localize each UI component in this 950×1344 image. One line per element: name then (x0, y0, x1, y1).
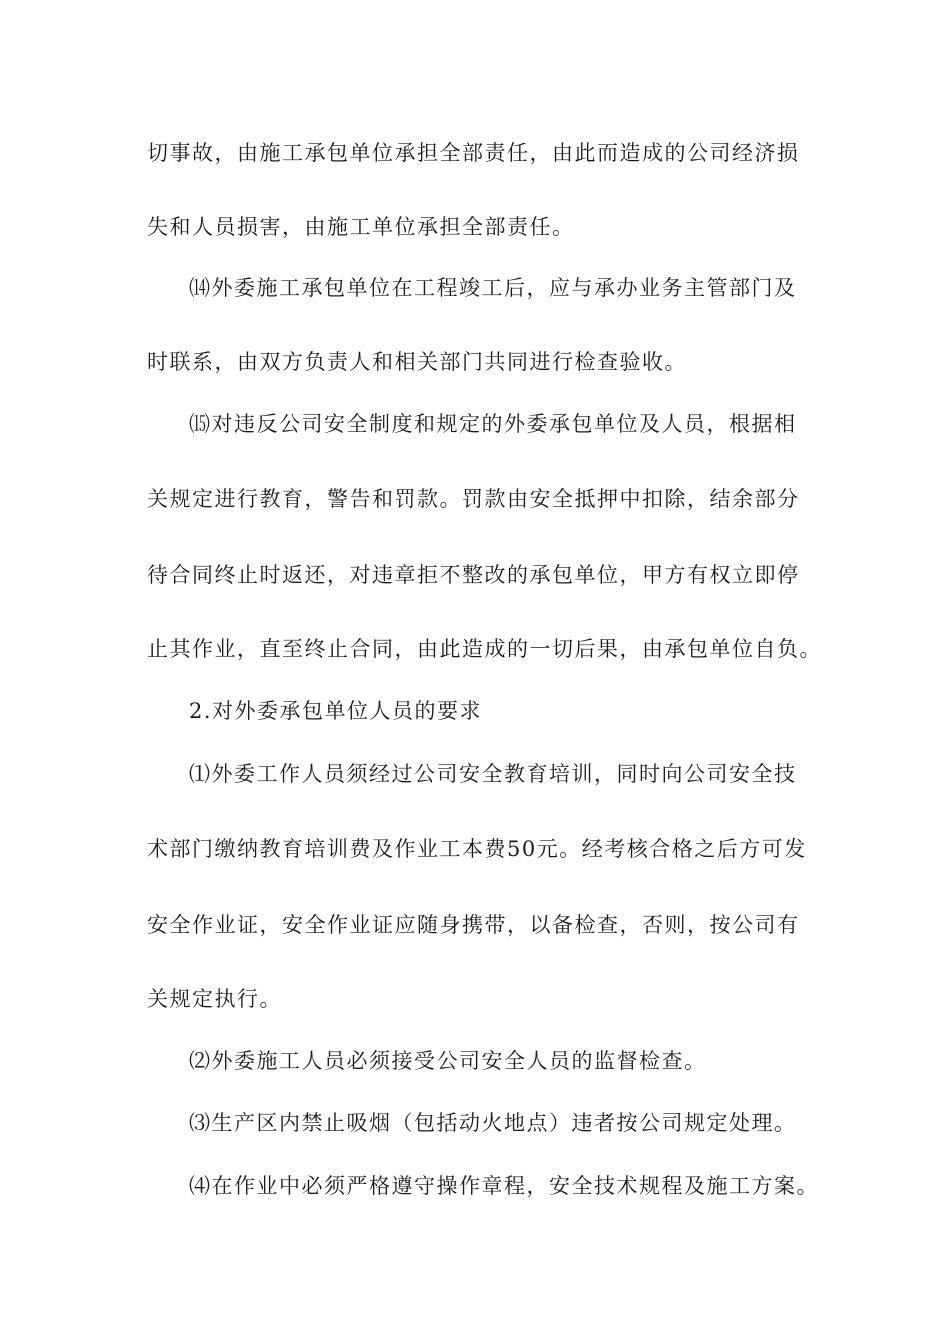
paragraph-line: 术部门缴纳教育培训费及作业工本费50元。经考核合格之后方可发 (147, 837, 807, 861)
paragraph-line: 失和人员损害，由施工单位承担全部责任。 (147, 215, 575, 239)
paragraph-line: ⑶生产区内禁止吸烟（包括动火地点）违者按公司规定处理。 (189, 1111, 797, 1135)
paragraph-line: ⒂对违反公司安全制度和规定的外委承包单位及人员，根据相 (189, 412, 797, 436)
section-heading: 2.对外委承包单位人员的要求 (189, 699, 483, 723)
paragraph-line: ⑴外委工作人员须经过公司安全教育培训，同时向公司安全技 (189, 762, 797, 786)
paragraph-line: 时联系，由双方负责人和相关部门共同进行检查验收。 (147, 350, 687, 374)
paragraph-line: 待合同终止时返还，对违章拒不整改的承包单位，甲方有权立即停 (147, 563, 800, 587)
paragraph-line: ⑷在作业中必须严格遵守操作章程，安全技术规程及施工方案。 (189, 1174, 819, 1198)
paragraph-line: 切事故，由施工承包单位承担全部责任，由此而造成的公司经济损 (147, 141, 800, 165)
paragraph-line: 止其作业，直至终止合同，由此造成的一切后果，由承包单位自负。 (147, 637, 822, 661)
paragraph-line: 安全作业证，安全作业证应随身携带，以备检查，否则，按公司有 (147, 913, 800, 937)
paragraph-line: ⒁外委施工承包单位在工程竣工后，应与承办业务主管部门及 (189, 276, 797, 300)
paragraph-line: 关规定执行。 (147, 987, 282, 1011)
paragraph-line: 关规定进行教育，警告和罚款。罚款由安全抵押中扣除，结余部分 (147, 487, 800, 511)
paragraph-line: ⑵外委施工人员必须接受公司安全人员的监督检查。 (189, 1049, 707, 1073)
